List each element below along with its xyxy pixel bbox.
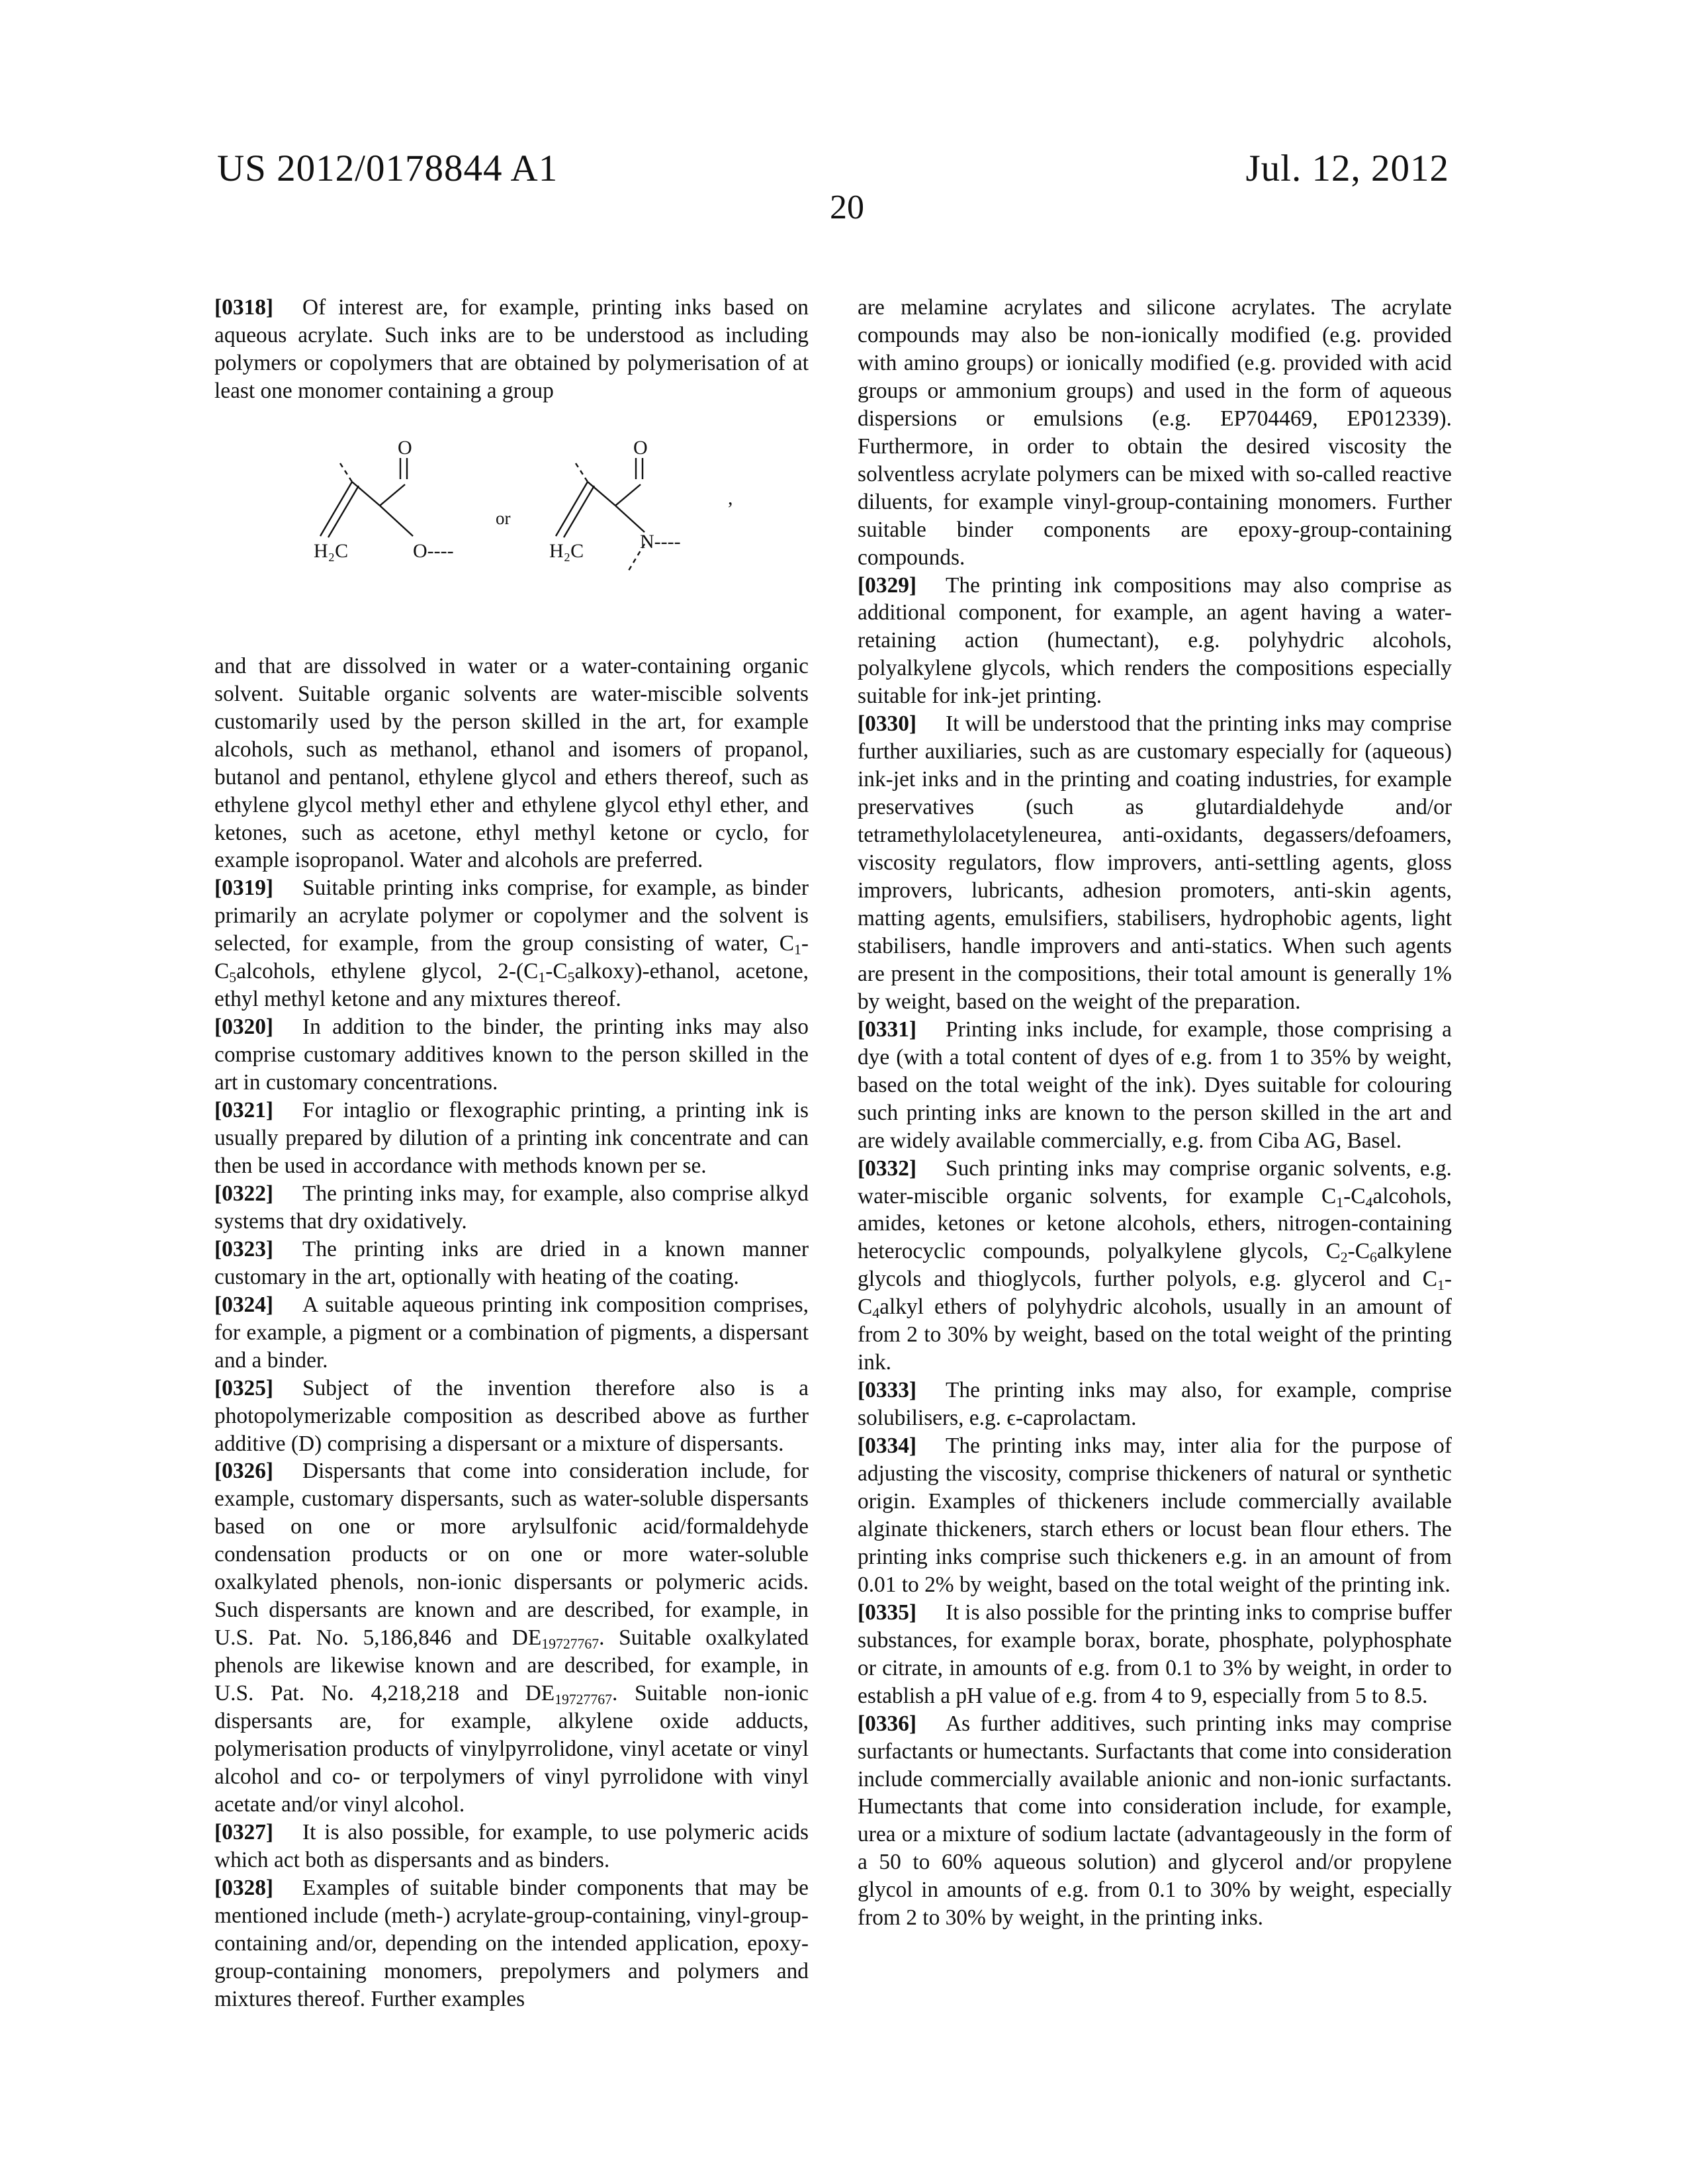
paragraph-id: [0332]	[858, 1156, 916, 1181]
publication-number: US 2012/0178844 A1	[217, 147, 558, 190]
paragraph-id: [0321]	[214, 1098, 273, 1122]
paragraph-id: [0335]	[858, 1600, 916, 1625]
paragraph-0326	[214, 1457, 809, 1818]
ch2-label: H₂C	[314, 540, 348, 562]
paragraph-text: Of interest are, for example, printing inks based on aqueous acrylate. Such inks are to be understood as including polymers or copolymers that are obtained by polymerisation of at least one monomer containing a group	[214, 295, 809, 403]
subscript: 2	[1341, 1250, 1348, 1265]
trailing-comma: ,	[728, 487, 733, 509]
subscript: 1	[794, 942, 801, 958]
paragraph-text: It is also possible for the printing inks to comprise buffer substances, for example borax, borate, phosphate, polyphosphate or citrate, in amounts of e.g. from 0.1 to 3% by weight, in order to establish a pH value of e.g. from 4 to 9, especially from 5 to 8.5.	[858, 1600, 1452, 1708]
subscript: 5	[229, 970, 236, 985]
text-run: -C	[545, 959, 567, 983]
paragraph-0330	[858, 710, 1452, 1015]
paragraph-id: [0322]	[214, 1181, 273, 1206]
paragraph-id: [0318]	[214, 295, 273, 320]
paragraph-0328-continued	[858, 294, 1452, 572]
subscript: 6	[1370, 1250, 1377, 1265]
paragraph-0328	[214, 1874, 809, 2013]
or-connector: or	[496, 508, 511, 528]
paragraph-id: [0329]	[858, 573, 916, 598]
paragraph-text: The printing ink compositions may also comprise as additional component, for example, an agent having a water-retaining action (humectant), e.g. polyhydric alcohols, polyalkylene glycols, which renders the compositions especially suitable for ink-jet printing.	[858, 573, 1452, 709]
text-run: alcohols, amides, ketones or ketone alcohols, ethers, nitrogen-containing heterocyclic compounds, polyalkylene glycols, C	[858, 1184, 1452, 1264]
subscript: 4	[1366, 1195, 1373, 1210]
paragraph-text: The printing inks may, for example, also comprise alkyd systems that dry oxidatively.	[214, 1181, 809, 1234]
paragraph-0336	[858, 1710, 1452, 1933]
carbonyl-oxygen-label: O	[398, 437, 412, 459]
paragraph-0320	[214, 1013, 809, 1097]
paragraph-id: [0324]	[214, 1293, 273, 1317]
subscript: 19727767	[541, 1636, 599, 1652]
acrylate-structure-diagram	[214, 405, 809, 653]
paragraph-text: In addition to the binder, the printing inks may also comprise customary additives known to the person skilled in the art in customary concentrations.	[214, 1015, 809, 1095]
text-run: -C	[214, 931, 809, 983]
paragraph-id: [0330]	[858, 711, 916, 736]
paragraph-0318-continued	[214, 653, 809, 875]
text-run: -C	[1348, 1239, 1370, 1263]
paragraph-text: are melamine acrylates and silicone acrylates. The acrylate compounds may also be non-ionically modified (e.g. provided with amino groups) or ionically modified (e.g. provided with acid groups or ammonium groups) and used in the form of aqueous dispersions or emulsions (e.g. EP704469, EP012339). Furthermore, in order to obtain the desired viscosity the solventless acrylate polymers can be mixed with so-called reactive diluents, for example vinyl-group-containing monomers. Further suitable binder components are epoxy-group-containing compounds.	[858, 295, 1452, 570]
paragraph-0331	[858, 1016, 1452, 1155]
text-run: . Suitable non-ionic dispersants are, for example, alkylene oxide adducts, polymerisation products of vinylpyrrolidone, vinyl acetate or vinyl alcohol and co- or terpolymers of vinyl pyrrolidone with vinyl acetate and/or vinyl alcohol.	[214, 1681, 809, 1817]
subscript: 19727767	[555, 1692, 612, 1707]
paragraph-text: It is also possible, for example, to use polymeric acids which act both as dispersants and as binders.	[214, 1820, 809, 1872]
paragraph-text: Subject of the invention therefore also is a photopolymerizable composition as described above as further additive (D) comprising a dispersant or a mixture of dispersants.	[214, 1376, 809, 1456]
text-run: alkylene glycols and thioglycols, further polyols, e.g. glycerol and C	[858, 1239, 1452, 1291]
text-run: . Suitable oxalkylated phenols are likewise known and are described, for example, in U.S. Pat. No. 4,218,218 and DE	[214, 1625, 809, 1706]
ester-oxygen-label: O----	[413, 540, 454, 562]
page-number: 20	[0, 188, 1694, 227]
paragraph-0321	[214, 1097, 809, 1180]
paragraph-text: It will be understood that the printing inks may comprise further auxiliaries, such as are customary especially for (aqueous) ink-jet inks and in the printing and coating industries, for example preservatives (such as glutardialdehyde and/or tetramethylolacetyleneurea, anti-oxidants, degassers/defoamers, viscosity regulators, flow improvers, anti-settling agents, gloss improvers, lubricants, adhesion promoters, anti-skin agents, matting agents, emulsifiers, stabilisers, hydrophobic agents, light stabilisers, handle improvers and anti-statics. When such agents are present in the compositions, their total amount is generally 1% by weight, based on the weight of the preparation.	[858, 711, 1452, 1014]
paragraph-text: The printing inks may, inter alia for the purpose of adjusting the viscosity, comprise thickeners of natural or synthetic origin. Examples of thickeners include commercially available alginate thickeners, starch ethers or locust bean flour ethers. The printing inks comprise such thickeners e.g. in an amount of from 0.01 to 2% by weight, based on the total weight of the printing ink.	[858, 1433, 1452, 1597]
paragraph-text: A suitable aqueous printing ink composition comprises, for example, a pigment or a combination of pigments, a dispersant and a binder.	[214, 1293, 809, 1373]
paragraph-0322	[214, 1180, 809, 1236]
paragraph-id: [0326]	[214, 1459, 273, 1483]
ch2-label-2: H₂C	[549, 540, 584, 562]
text-run: alkyl ethers of polyhydric alcohols, usually in an amount of from 2 to 30% by weight, based on the total weight of the printing ink.	[858, 1295, 1452, 1375]
paragraph-0318	[214, 294, 809, 405]
right-column	[858, 294, 1452, 1932]
text-run: alcohols, ethylene glycol, 2-(C	[236, 959, 538, 983]
paragraph-text: and that are dissolved in water or a water-containing organic solvent. Suitable organic solvents are water-miscible solvents customarily used by the person skilled in the art, for example alcohols, such as methanol, ethanol and isomers of propanol, butanol and pentanol, ethylene glycol and ethers thereof, such as ethylene glycol methyl ether and ethylene glycol ethyl ether, and ketones, such as acetone, ethyl methyl ketone or cyclo, for example isopropanol. Water and alcohols are preferred.	[214, 654, 809, 873]
text-run: -C	[1343, 1184, 1365, 1208]
paragraph-id: [0333]	[858, 1378, 916, 1402]
paragraph-0334	[858, 1432, 1452, 1599]
paragraph-id: [0319]	[214, 876, 273, 900]
publication-date: Jul. 12, 2012	[1245, 147, 1449, 190]
paragraph-id: [0327]	[214, 1820, 273, 1844]
paragraph-0319	[214, 874, 809, 1013]
subscript: 1	[1336, 1195, 1343, 1210]
subscript: 1	[1437, 1277, 1445, 1293]
paragraph-id: [0323]	[214, 1237, 273, 1261]
paragraph-0332	[858, 1155, 1452, 1377]
text-run: -C	[858, 1267, 1452, 1319]
text-run: alkoxy)-ethanol, acetone, ethyl methyl ketone and any mixtures thereof.	[214, 959, 809, 1011]
paragraph-text: Examples of suitable binder components that may be mentioned include (meth-) acrylate-group-containing, vinyl-group-containing and/or, depending on the intended application, epoxy-group-containing monomers, prepolymers and polymers and mixtures thereof. Further examples	[214, 1876, 809, 2011]
paragraph-text: For intaglio or flexographic printing, a printing ink is usually prepared by dilution of a printing ink concentrate and can then be used in accordance with methods known per se.	[214, 1098, 809, 1178]
paragraph-id: [0320]	[214, 1015, 273, 1039]
paragraph-id: [0336]	[858, 1711, 916, 1736]
paragraph-0325	[214, 1375, 809, 1458]
paragraph-id: [0328]	[214, 1876, 273, 1900]
paragraph-text: Printing inks include, for example, those comprising a dye (with a total content of dyes of e.g. from 1 to 35% by weight, based on the total weight of the ink). Dyes suitable for colouring such printing inks are known to the person skilled in the art and are widely available commercially, e.g. from Ciba AG, Basel.	[858, 1017, 1452, 1153]
paragraph-text: As further additives, such printing inks may comprise surfactants or humectants. Surfactants that come into consideration include commercially available anionic and non-ionic surfactants. Humectants that come into consideration include, for example, urea or a mixture of sodium lactate (advantageously in the form of a 50 to 60% aqueous solution) and glycerol and/or propylene glycol in amounts of e.g. from 0.1 to 30% by weight, especially from 2 to 30% by weight, in the printing inks.	[858, 1711, 1452, 1931]
paragraph-0329	[858, 572, 1452, 711]
chemical-formula	[214, 405, 809, 653]
subscript: 4	[872, 1305, 879, 1321]
paragraph-text: The printing inks are dried in a known manner customary in the art, optionally with heating of the coating.	[214, 1237, 809, 1289]
paragraph-0324	[214, 1291, 809, 1375]
carbonyl-oxygen-label-2: O	[633, 437, 648, 459]
paragraph-id: [0331]	[858, 1017, 916, 1042]
paragraph-id: [0325]	[214, 1376, 273, 1400]
paragraph-0333	[858, 1377, 1452, 1432]
paragraph-0327	[214, 1819, 809, 1874]
text-run: Such printing inks may comprise organic solvents, e.g. water-miscible organic solvents, for example C	[858, 1156, 1452, 1208]
subscript: 5	[568, 970, 575, 985]
text-run: Suitable printing inks comprise, for example, as binder primarily an acrylate polymer or copolymer and the solvent is selected, for example, from the group consisting of water, C	[214, 876, 809, 956]
text-run: Dispersants that come into consideration include, for example, customary dispersants, such as water-soluble dispersants based on one or more arylsulfonic acid/formaldehyde condensation products or on one or more water-soluble oxalkylated phenols, non-ionic dispersants or polymeric acids. Such dispersants are known and are described, for example, in U.S. Pat. No. 5,186,846 and DE	[214, 1459, 809, 1650]
amide-nitrogen-label: N----	[640, 531, 681, 553]
left-column	[214, 294, 809, 2013]
paragraph-text: The printing inks may also, for example, comprise solubilisers, e.g. ϵ-caprolactam.	[858, 1378, 1452, 1430]
subscript: 1	[538, 970, 545, 985]
paragraph-0323	[214, 1236, 809, 1291]
paragraph-0335	[858, 1599, 1452, 1710]
paragraph-id: [0334]	[858, 1433, 916, 1458]
